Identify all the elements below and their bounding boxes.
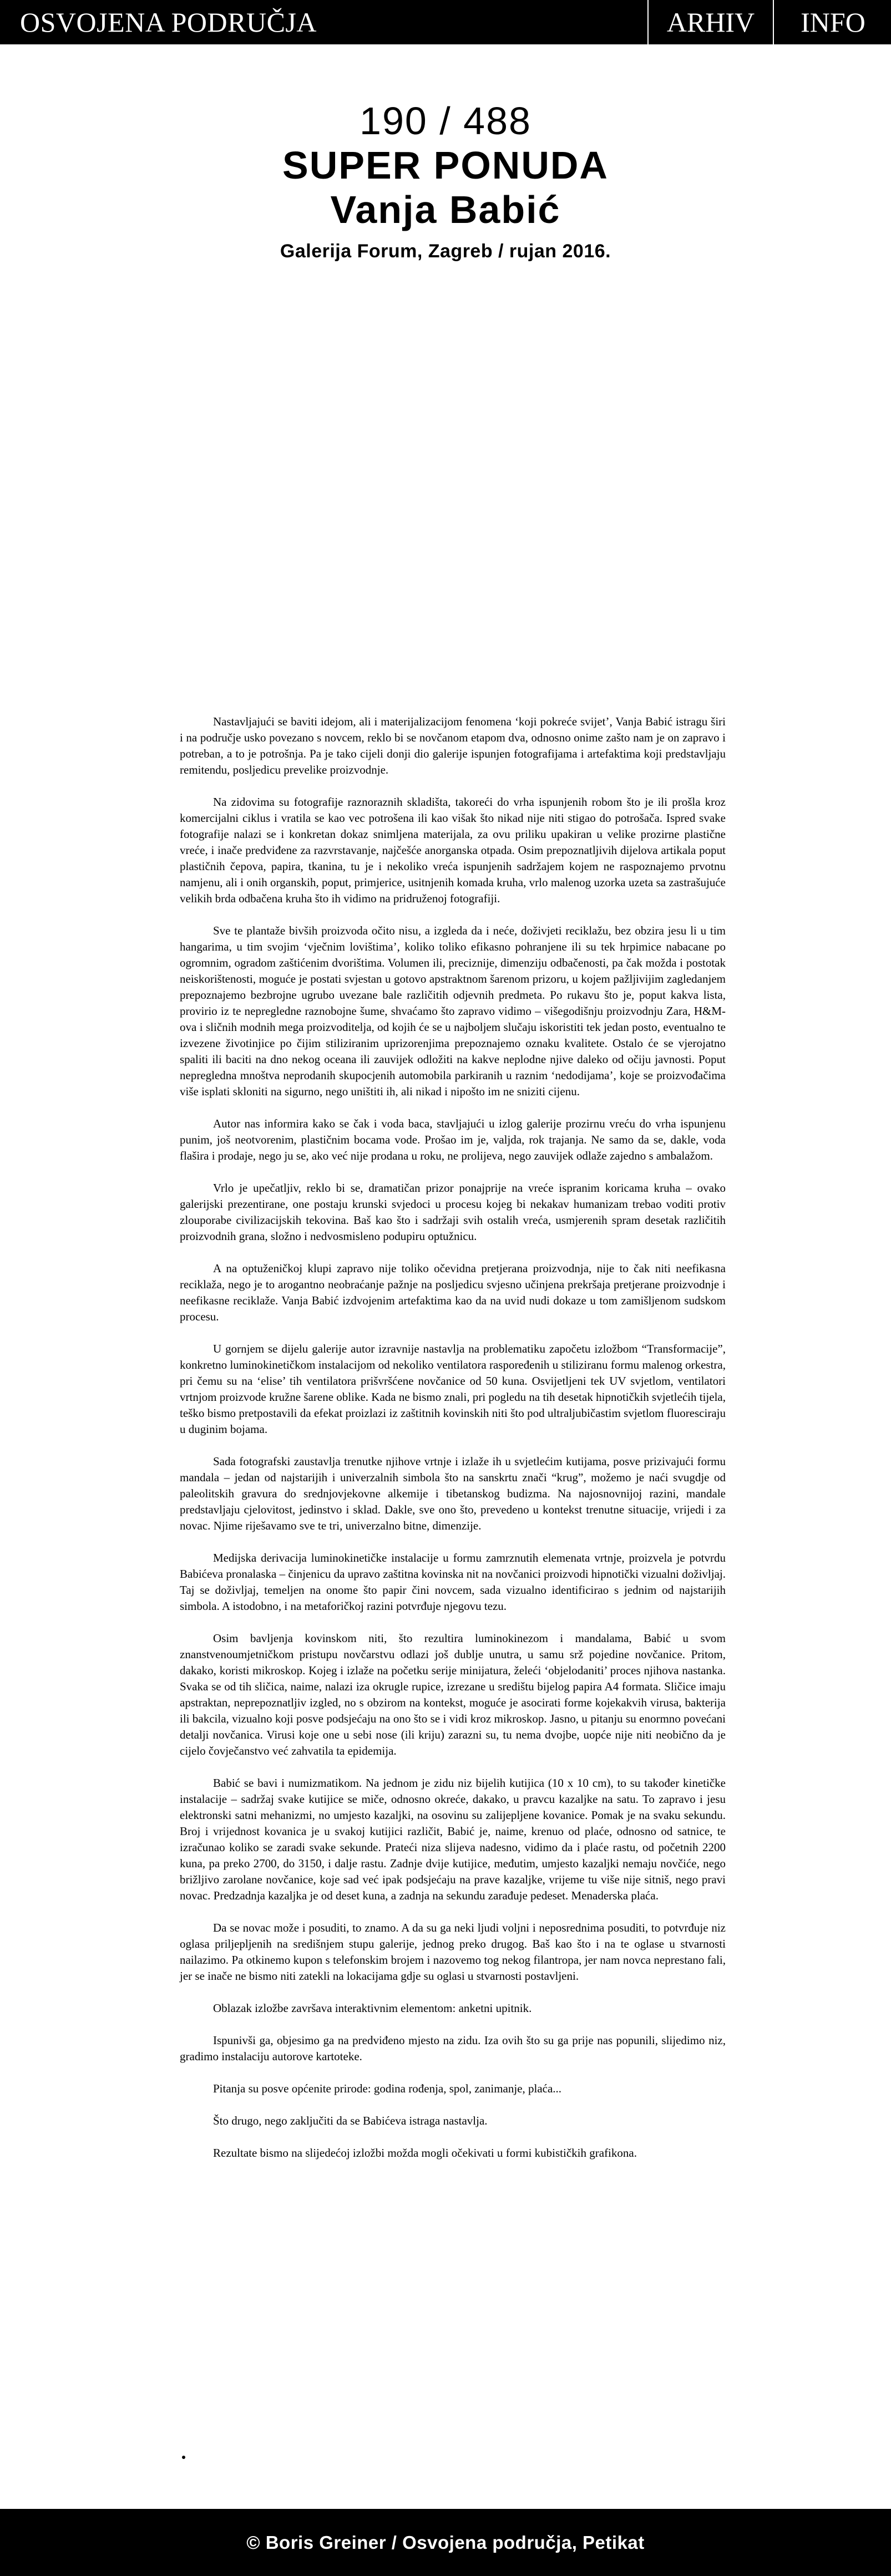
article-paragraph: Vrlo je upečatljiv, reklo bi se, dramatičan prizor ponajprije na vreće ispranim koricama kruha – ovako galerijski prezentirane, one postaju krunski svjedoci u procesu kojeg bi nekakav humanizam trebao voditi protiv zlouporabe civilizacijskih tekovina. Baš kao što i sadržaji svih ostalih vreća, usmjerenih spram desetak različitih proizvodnih grana, složno i nedvosmisleno podupiru optužnicu. — [180, 1181, 726, 1243]
site-logo-link[interactable]: OSVOJENA PODRUČJA — [20, 7, 317, 38]
exhibition-title: SUPER PONUDA — [282, 144, 609, 187]
article-paragraph: Autor nas informira kako se čak i voda baca, stavljajući u izlog galerije prozirnu vreću do vrha ispunjenu punim, još neotvorenim, plastičnim bocama vode. Prošao im je, valjda, rok trajanja. Ne samo da se, dakle, voda flašira i prodaje, nego ju se, ako već nije prodana u roku, ne prolijeva, nego zauvijek odlaže zajedno s ambalažom. — [180, 1117, 726, 1162]
article-paragraph: Što drugo, nego zaključiti da se Babićeva istraga nastavlja. — [213, 2114, 488, 2127]
nav-link-info[interactable]: INFO — [773, 0, 891, 44]
exhibition-number: 190 / 488 — [360, 99, 531, 143]
article-paragraph: Pitanja su posve općenite prirode: godina rođenja, spol, zanimanje, plaća... — [213, 2082, 562, 2095]
article-paragraph: Sada fotografski zaustavlja trenutke njihove vrtnje i izlaže ih u svjetlećim kutijama, posve prizivajući formu mandala – jedan od najstarijih i univerzalnih simbola što na sanskrtu znači “krug”, možemo je naći svugdje od paleolitskih gravura do srednjovjekovne alkemije i tibetanskog budizma. Na najosnovnijoj razini, mandale predstavljaju cjelovitost, jedinstvo i sklad. Dakle, sve ono što, prevedeno u kontekst trenutne situacije, vrijedi i za novac. Njime riješavamo sve te tri, univerzalno bitne, dimenzije. — [180, 1455, 726, 1532]
nav-link-archive[interactable]: ARHIV — [647, 0, 773, 44]
article-paragraph: U gornjem se dijelu galerije autor izravnije nastavlja na problematiku započetu izložbom “Transformacije”, konkretno luminokinetičkom instalacijom od nekoliko ventilatora raspoređenih u stiliziranu formu malenog orkestra, pri čemu su na ‘elise’ tih ventilatora prišvršćene novčanice od 50 kuna. Osvijetljeni tek UV svjetlom, ventilatori vrtnjom proizvode kružne šarene oblike. Kada ne bismo znali, pri pogledu na tih desetak hipnotičkih svjetlećih tijela, teško bismo pretpostavili da efekat proizlazi iz zaštitnih kovinskih niti što pod ultraljubičastim svjetlom fluoresciraju u duginim bojama. — [180, 1342, 726, 1436]
exhibition-header — [0, 99, 891, 262]
article-paragraph: Osim bavljenja kovinskom niti, što rezultira luminokinezom i mandalama, Babić u svom znanstvenoumjetničkom pristupu novčarstvu odlazi još dublje unutra, u samu srž pojedine novčanice. Pritom, dakako, koristi mikroskop. Kojeg i izlaže na početku serije minijatura, želeći ‘objelodaniti’ proces njihova nastanka. Svaka se od tih sličica, naime, nalazi iza okrugle rupice, izrezane u središtu bijelog papira A4 formata. Sličice imaju apstraktan, neprepoznatljiv izgled, no s obzirom na kontekst, moguće je asocirati forme kojekakvih virusa, bakterija ili bakcila, vizualno koji posve podsjećaju na ono što se i vidi kroz mikroskop. Jasno, u pitanju su enormno povećani detalji novčanica. Virusi koje one u sebi nose (ili kriju) zarazni su, tu nema dvojbe, uopće nije niti neobično da je cijelo čovječanstvo već zahvatila ta epidemija. — [180, 1632, 726, 1757]
article-paragraph: Babić se bavi i numizmatikom. Na jednom je zidu niz bijelih kutijica (10 x 10 cm), to su također kinetičke instalacije – sadržaj svake kutijice se miče, odnosno okreće, dakako, u pravcu kazaljke na satu. To zapravo i jesu elektronski satni mehanizmi, no umjesto kazaljki, na osovinu su zalijepljene kovanice. Pomak je na svaku sekundu. Broj i vrijednost kovanica je u svakoj kutijici različit, Babić je, naime, krenuo od plaće, odnosno od satnice, te izračunao koliko se zaradi svake sekunde. Prateći niza slijeva nadesno, vidimo da i plaće rastu, od početnih 2200 kuna, pa preko 2700, do 3150, i dalje rastu. Zadnje dvije kutijice, međutim, umjesto kazaljki nemaju novčiće, nego brižljivo zarolane novčanice, koje sad već ipak podsjećaju na prave kazaljke, vrijeme tu više nije sitniš, nego pravi novac. Predzadnja kazaljka je od deset kuna, a zadnja na sekundu zarađuje pedeset. Menaderska plaća. — [180, 1776, 726, 1902]
artist-name: Vanja Babić — [330, 188, 561, 231]
article-paragraph: Na zidovima su fotografije raznoraznih skladišta, takoreći do vrha ispunjenih robom što je ili prošla kroz komercijalni ciklus i vratila se kao vec potrošena ili kao višak što nikad nije niti stigao do potrošača. Ispred svake fotografije nalazi se i konkretan dokaz snimljena materijala, za ovu priliku upakiran u velike prozirne plastične vreće, i inače predviđene za razvrstavanje, najčešće anorganska otpada. Osim prepoznatljivih dijelova artikala poput plastičnih čepova, papira, tkanina, tu je i nekoliko vreća ispunjenih sadržajem kojem ne raspoznajemo prvotnu namjenu, ali i onih organskih, poput, primjerice, usitnjenih komada kruha, vrlo malenog uzorka uzeta sa zastrašujuće velikih brda odbačena kruha što ih vidimo na pridruženoj fotografiji. — [180, 795, 726, 905]
top-navigation-bar — [0, 0, 891, 44]
article-paragraph: Nastavljajući se baviti idejom, ali i materijalizacijom fenomena ‘koji pokreće svijet’, Vanja Babić istragu širi i na područje usko povezano s novcem, reklo bi se novčanom etapom dva, odnosno onime zašto nam je on zapravo i potreban, a to je potrošnja. Pa je tako cijeli donji dio galerije ispunjen fotografijama i artefaktima koji predstavljaju remitendu, posljedicu prevelike proizvodnje. — [180, 715, 726, 776]
article-paragraph: Medijska derivacija luminokinetičke instalacije u formu zamrznutih elemenata vrtnje, proizvela je potvrdu Babićeva pronalaska – činjenicu da upravo zaštitna kovinska nit na novčanici proizvodi hipnotički vizualni doživljaj. Taj se doživljaj, temeljen na onome što papir čini novcem, sada vizualno identificirao s jednim od najstarijih simbola. A istodobno, i na metaforičkoj razini potvrđuje njegovu tezu. — [180, 1551, 726, 1613]
article-body — [180, 714, 726, 2177]
article-paragraph: A na optuženičkoj klupi zapravo nije toliko očevidna pretjerana proizvodnja, nije to čak niti neefikasna reciklaža, nego je to arogantno neobraćanje pažnje na posljedicu svjesno učinjena prekršaja pretjerane proizvodnje i neefikasne reciklaže. Vanja Babić izdvojenim artefaktima kao da na uvid nudi dokaze u tom zamišljenom sudskom procesu. — [180, 1262, 726, 1323]
article-paragraph: Oblazak izložbe završava interaktivnim elementom: anketni upitnik. — [213, 2001, 532, 2015]
article-paragraph: Sve te plantaže bivših proizvoda očito nisu, a izgleda da i neće, doživjeti reciklažu, bez obzira jesu li u tim hangarima, u tim svojim ‘vječnim lovištima’, koliko toliko efikasno pohranjene ili su tek hrpimice nabacane po ogromnim, ogradom zaštićenim dvorištima. Volumen ili, preciznije, dimenziju odbačenosti, pa čak možda i postotak neiskorištenosti, moguće je postati svjestan u gotovo apstraktnom šarenom prizoru, u kojem pažljivijim zagledanjem prepoznajemo bezbrojne ugrubo uvezane bale različitih odjevnih predmeta. Po rukavu što je, poput kakva lista, provirio iz te nepreglednе raznobojne šume, shvaćamo što zapravo vidimo – višegodišnju proizvodnju Zara, H&M-ova i sličnih modnih mega proizvoditelja, od kojih će se u najboljem slučaju iskoristiti tek jedan posto, eventualno te izvezene životinjice po čijim stiliziranim uprizorenjima prepoznajemo oznaku kvalitete. Ostalo će se vjerojatno spaliti ili baciti na dno nekog oceana ili zauvijek odložiti na kakve neplodne njive daleko od očiju javnosti. Poput nepregledna mnoštva neprodanih skupocjenih automobila parkiranih u raznim ‘nedodijama’, koje se proizvođačima više isplati skloniti na sigurno, nego uništiti ih, ali nikad i nipošto im ne sniziti cijenu. — [180, 924, 726, 1098]
end-bullet-dot — [182, 2456, 185, 2459]
article-paragraph: Da se novac može i posuditi, to znamo. A da su ga neki ljudi voljni i neposrednima posuditi, to potvrđuje niz oglasa priljepljenih na središnjem stupu galerije, jednog preko drugog. Baš kao što i na te oglase u stvarnosti nailazimo. Pa otkinemo kupon s telefonskim brojem i nazovemo tog nekog filantropa, jer nam novca neprestano fali, jer se inače ne bismo niti zatekli na lokacijama gdje su oglasi u stvarnosti postavljeni. — [180, 1921, 726, 1983]
site-footer: © Boris Greiner / Osvojena područja, Petikat — [0, 2509, 891, 2576]
exhibition-venue-date: Galerija Forum, Zagreb / rujan 2016. — [280, 241, 611, 262]
article-paragraph: Rezultate bismo na slijedećoj izložbi možda mogli očekivati u formi kubističkih grafikona. — [213, 2146, 637, 2160]
article-paragraph: Ispunivši ga, objesimo ga na predviđeno mjesto na zidu. Iza ovih što su ga prije nas popunili, slijedimo niz, gradimo instalaciju autorove kartoteke. — [180, 2034, 726, 2063]
